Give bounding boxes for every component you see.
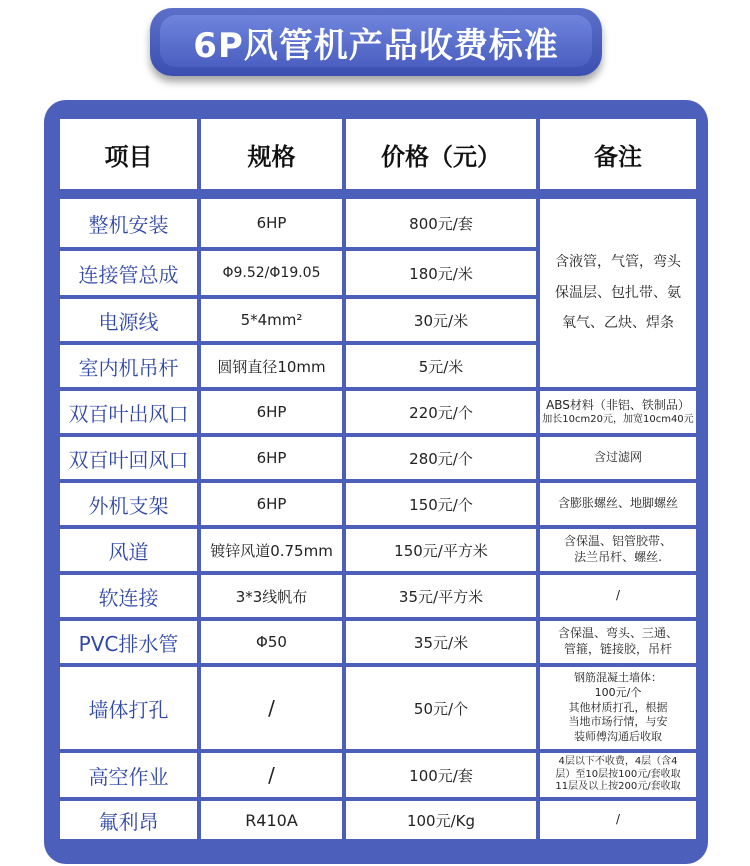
note-line: 法兰吊杆、螺丝. [574,550,662,564]
note-line: 4层以下不收费，4层（含4 [558,756,678,768]
table-row [58,799,698,841]
row-price: 150元/个 [344,481,538,527]
row-item: 连接管总成 [58,249,199,297]
price-table [58,117,698,841]
row-item: 软连接 [58,573,199,619]
row-price: 220元/个 [344,389,538,435]
row-item: 整机安装 [58,197,199,249]
note-line: 氧气、乙炔、焊条 [562,315,674,332]
row-price: 35元/米 [344,619,538,665]
note-line: 100元/个 [594,685,642,699]
row-note: / [538,573,698,619]
table-row [58,481,698,527]
row-price: 800元/套 [344,197,538,249]
row-price: 5元/米 [344,343,538,389]
row-spec: 6HP [199,435,344,481]
row-spec: 6HP [199,197,344,249]
row-price: 100元/Kg [344,799,538,841]
row-spec: 6HP [199,481,344,527]
row-item: PVC排水管 [58,619,199,665]
row-spec: 圆钢直径10mm [199,343,344,389]
note-line: 加长10cm20元，加宽10cm40元 [542,414,694,426]
row-item: 外机支架 [58,481,199,527]
row-price: 280元/个 [344,435,538,481]
table-row [58,573,698,619]
table-header-row [58,117,698,191]
row-price: 180元/米 [344,249,538,297]
row-spec: / [199,751,344,799]
row-note [538,751,698,799]
note-line: 含保温、铝管胶带、 [563,534,672,549]
row-spec: Φ9.52/Φ19.05 [199,249,344,297]
note-line: 层）至10层按100元/套收取 [555,768,681,780]
row-spec: Φ50 [199,619,344,665]
row-item: 氟利昂 [58,799,199,841]
row-note [538,619,698,665]
note-line: 钢筋混凝土墙体： [574,670,662,684]
note-line: 当地市场行情，与安 [568,715,668,729]
row-item: 双百叶出风口 [58,389,199,435]
note-line: 含液管，气管，弯头 [555,253,681,270]
title-banner [150,8,602,76]
row-price: 150元/平方米 [344,527,538,573]
table-row [58,389,698,435]
row-note [538,665,698,751]
row-item: 电源线 [58,297,199,343]
row-price: 100元/套 [344,751,538,799]
row-item: 风道 [58,527,199,573]
row-note [538,527,698,573]
table-row [58,197,698,249]
note-line: 11层及以上按200元/套收取 [555,781,681,793]
row-note [538,389,698,435]
row-item: 室内机吊杆 [58,343,199,389]
table-row [58,751,698,799]
row-item: 高空作业 [58,751,199,799]
row-note: / [538,799,698,841]
table-row [58,665,698,751]
header-price: 价格（元） [344,117,538,191]
row-price: 35元/平方米 [344,573,538,619]
row-item: 双百叶回风口 [58,435,199,481]
note-line: 保温层、包扎带、氨 [555,284,681,301]
table-row [58,527,698,573]
row-spec: R410A [199,799,344,841]
row-spec: / [199,665,344,751]
note-line: ABS材料（非铝、铁制品） [546,398,690,413]
header-note: 备注 [538,117,698,191]
page-title: 6P风管机产品收费标准 [193,25,559,66]
row-item: 墙体打孔 [58,665,199,751]
row-spec: 镀锌风道0.75mm [199,527,344,573]
note-line: 管箍，链接胶，吊杆 [563,642,672,656]
note-line: 装师傅沟通后收取 [574,730,662,744]
row-note-merged [538,197,698,389]
row-spec: 5*4mm² [199,297,344,343]
note-line: 其他材质打孔，根据 [568,700,668,714]
row-spec: 3*3线帆布 [199,573,344,619]
note-line: 含保温、弯头、三通、 [557,626,678,641]
row-price: 50元/个 [344,665,538,751]
header-item: 项目 [58,117,199,191]
table-row [58,619,698,665]
row-note: 含过滤网 [538,435,698,481]
table-row [58,435,698,481]
header-spec: 规格 [199,117,344,191]
row-spec: 6HP [199,389,344,435]
row-note: 含膨胀螺丝、地脚螺丝 [538,481,698,527]
row-price: 30元/米 [344,297,538,343]
